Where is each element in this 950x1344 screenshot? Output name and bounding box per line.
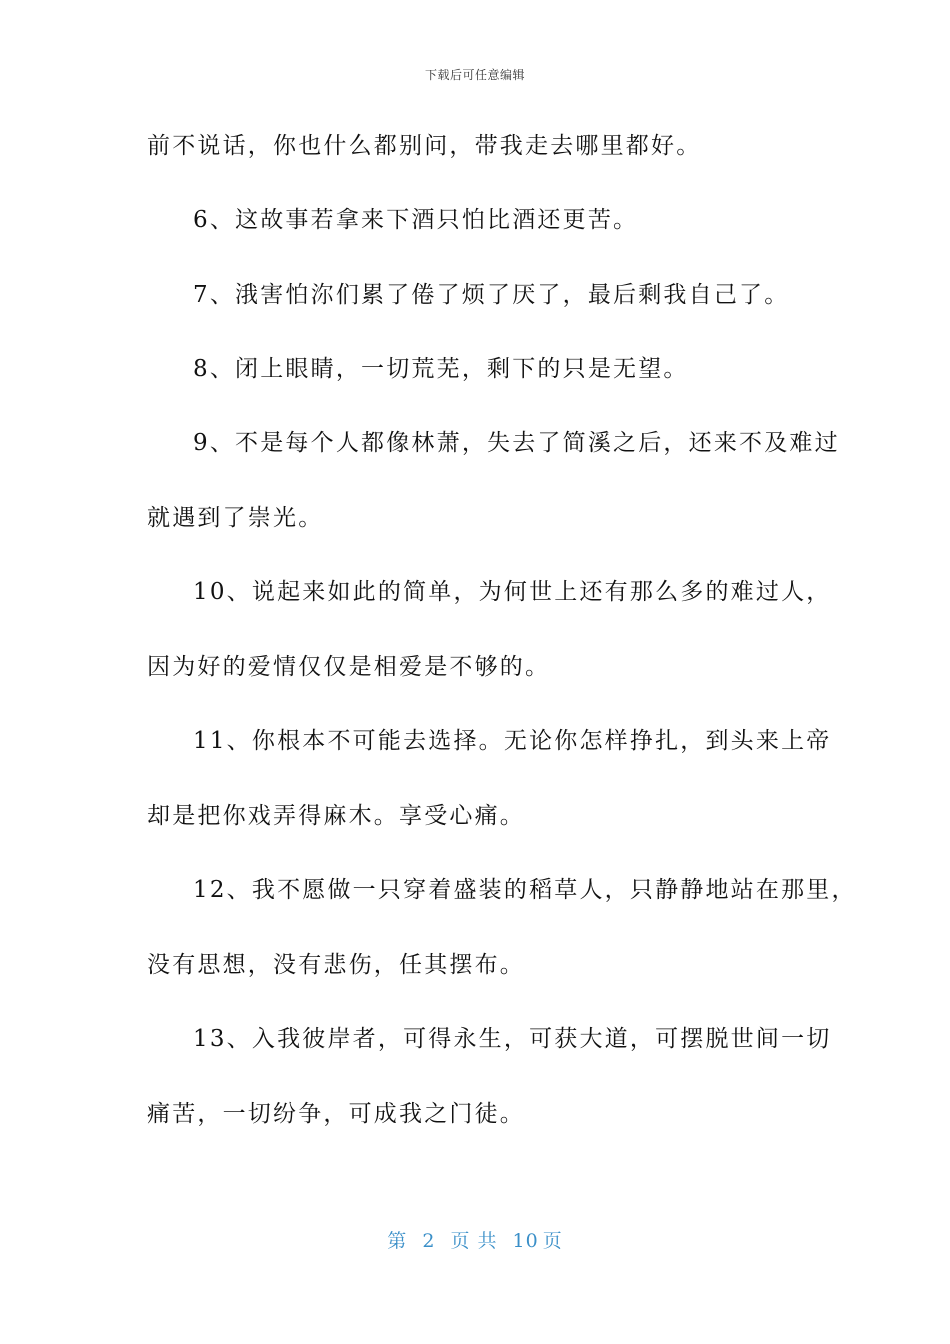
- text-line: 7、涐害怕沵们累了倦了烦了厌了，最后剩我自己了。: [193, 282, 790, 308]
- footer-suffix: 页: [542, 1230, 563, 1252]
- text-line: 前不说话，你也什么都别问，带我走去哪里都好。: [147, 133, 702, 159]
- text-line: 却是把你戏弄得麻木。享受心痛。: [147, 803, 525, 829]
- text-line: 11、你根本不可能去选择。无论你怎样挣扎，到头来上帝: [193, 728, 832, 754]
- text-line: 9、不是每个人都像林萧，失去了简溪之后，还来不及难过: [193, 430, 840, 456]
- text-line: 6、这故事若拿来下酒只怕比酒还更苦。: [193, 207, 639, 233]
- text-line: 没有思想，没有悲伤，任其摆布。: [147, 952, 525, 978]
- text-line: 因为好的爱情仅仅是相爱是不够的。: [147, 654, 551, 680]
- text-line: 10、说起来如此的简单，为何世上还有那么多的难过人，: [193, 579, 832, 605]
- text-line: 就遇到了崇光。: [147, 505, 324, 531]
- total-page-count: 10: [512, 1230, 539, 1252]
- page-footer: [0, 1226, 950, 1253]
- current-page-number: 2: [422, 1230, 436, 1252]
- footer-middle: 页 共: [450, 1230, 498, 1252]
- text-line: 13、入我彼岸者，可得永生，可获大道，可摆脱世间一切: [193, 1026, 832, 1052]
- text-line: 痛苦，一切纷争，可成我之门徒。: [147, 1101, 525, 1127]
- text-line: 8、闭上眼睛，一切荒芜，剩下的只是无望。: [193, 356, 689, 382]
- footer-prefix: 第: [387, 1230, 408, 1252]
- text-line: 12、我不愿做一只穿着盛装的稻草人，只静静地站在那里，: [193, 877, 857, 903]
- page-header: 下载后可任意编辑: [424, 68, 525, 82]
